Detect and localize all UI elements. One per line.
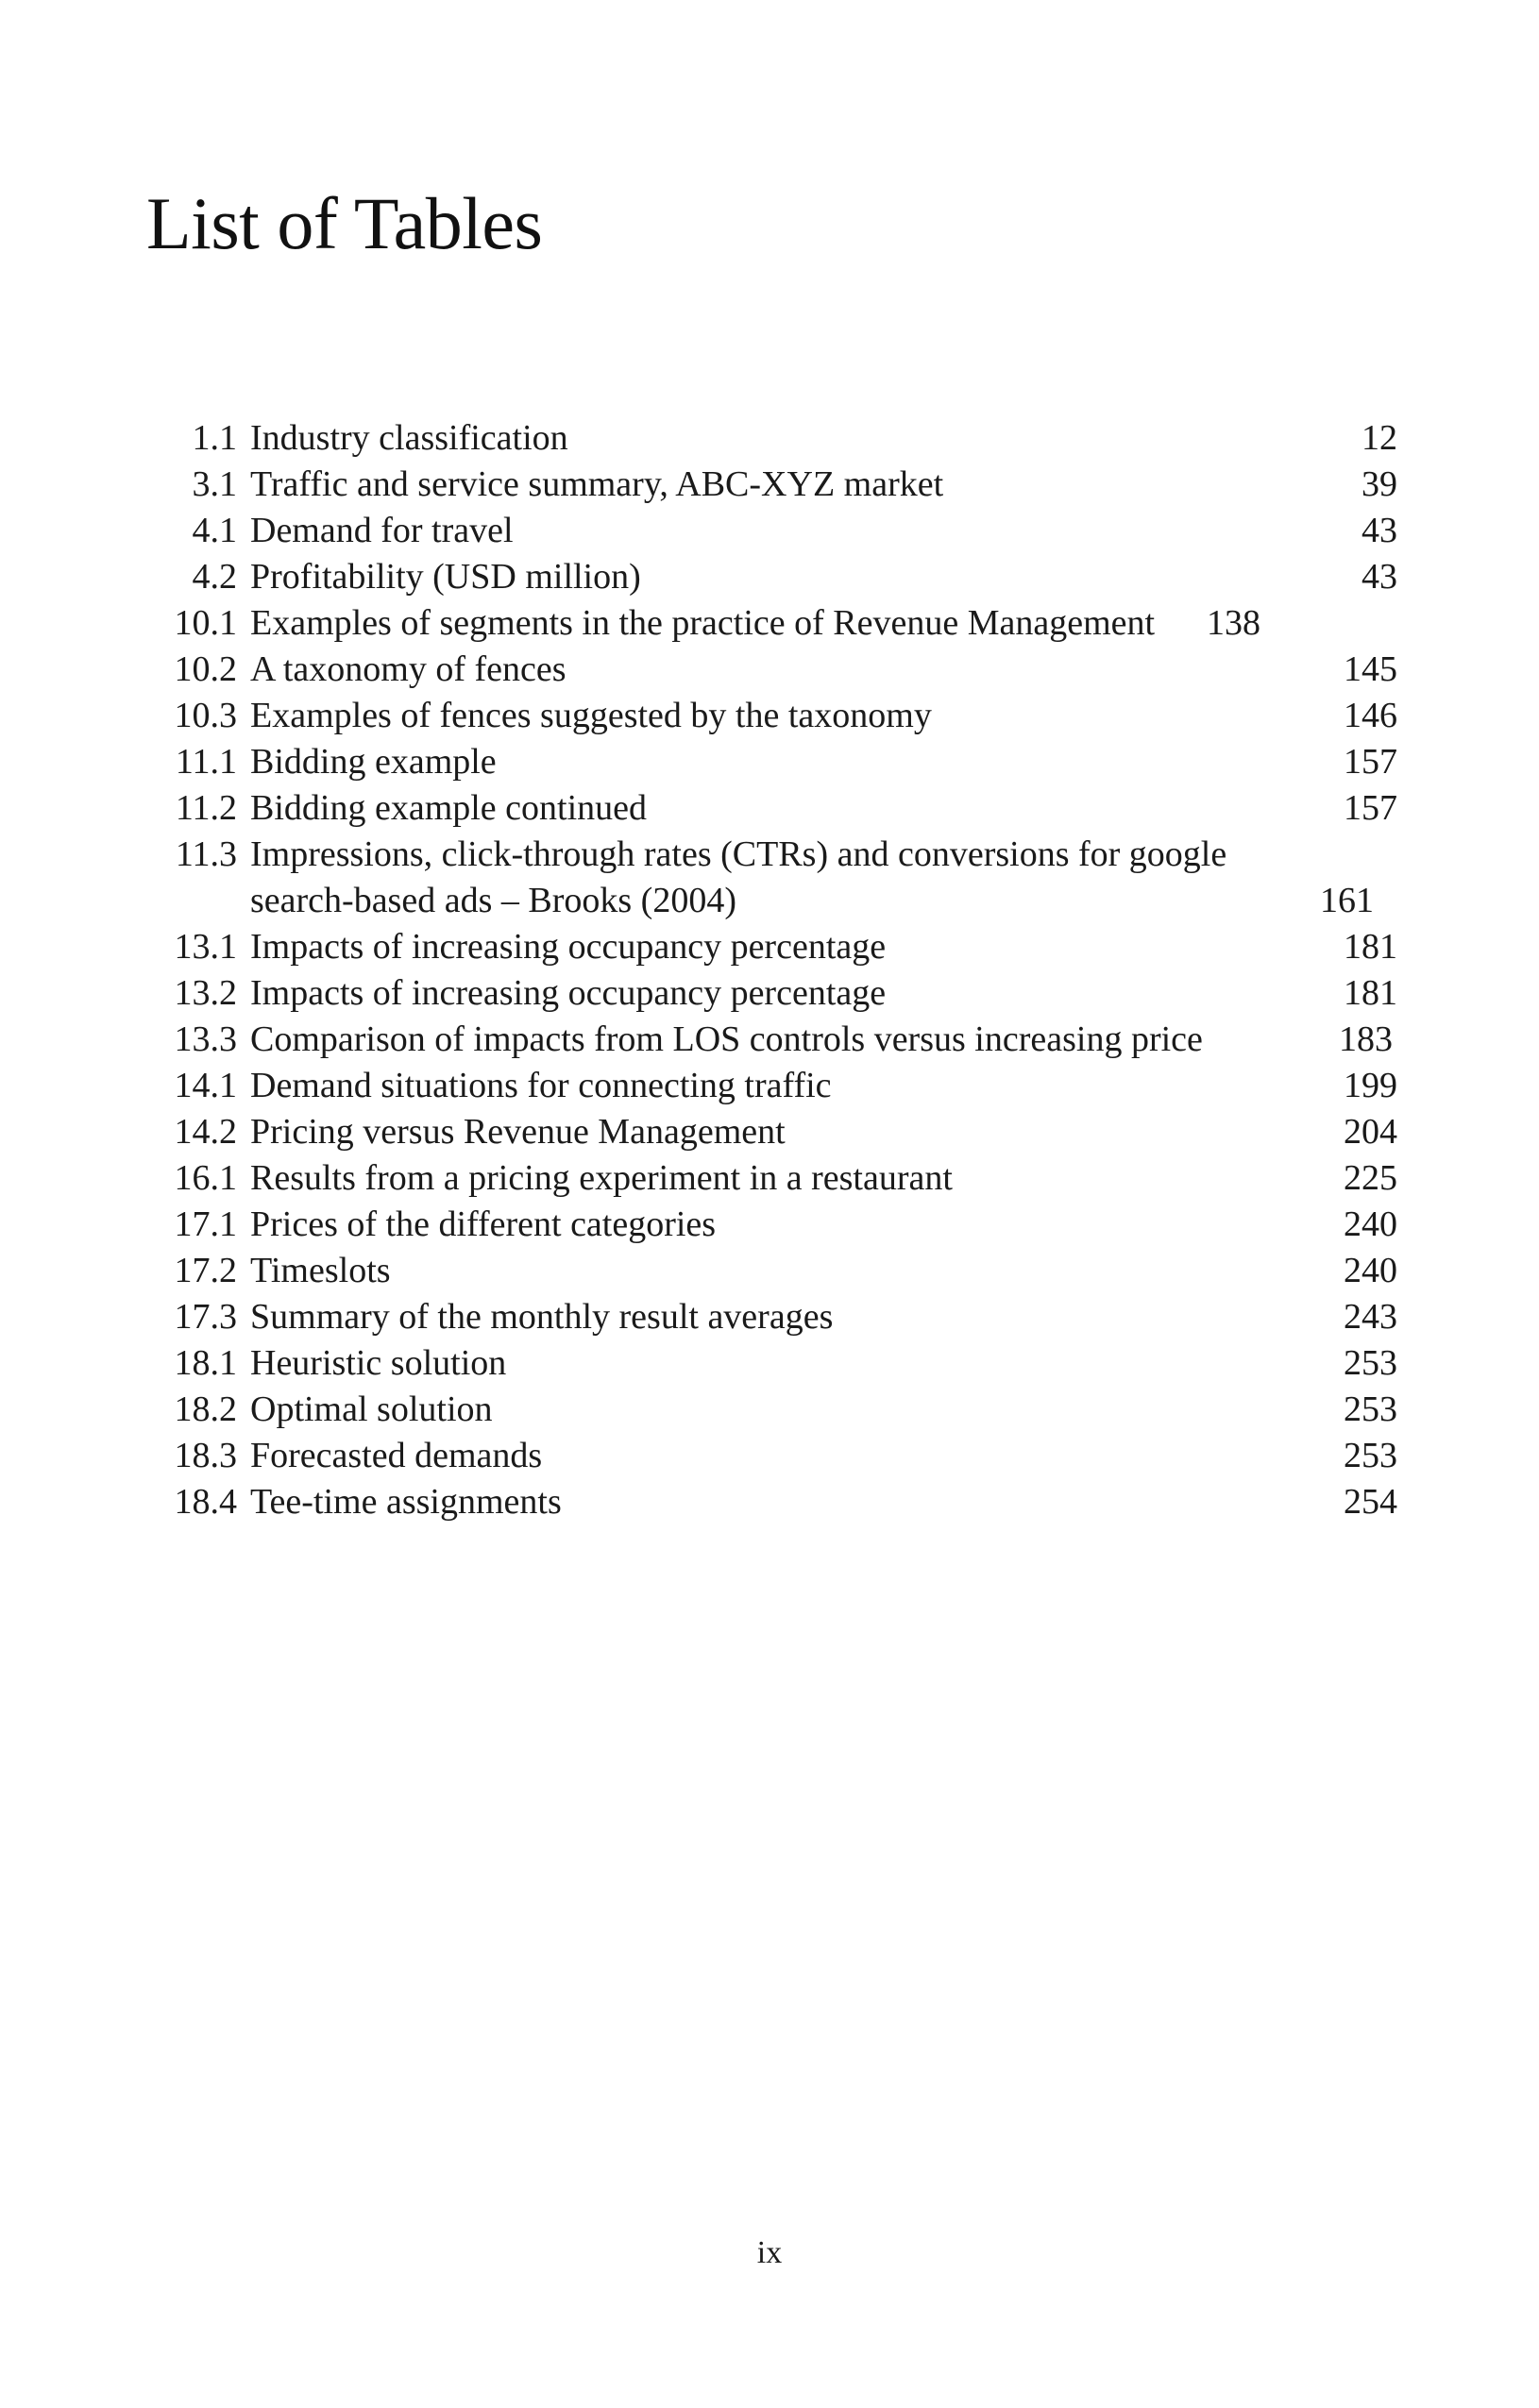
table-number: 14.2 [174,1112,237,1152]
page-number: 181 [1344,973,1397,1013]
toc-entry [146,832,1397,924]
page-number: 254 [1344,1482,1397,1522]
page-number: 181 [1344,927,1397,967]
table-title: Tee-time assignments [250,1482,562,1522]
table-number: 14.1 [174,1066,237,1105]
toc-entry [146,1340,1397,1387]
toc-entry [146,1155,1397,1202]
table-title: Bidding example continued [250,788,648,828]
table-title: Examples of fences suggested by the taxonomy [250,696,932,735]
page-number: 39 [1361,464,1397,504]
page-number: 204 [1344,1112,1397,1152]
table-number: 16.1 [174,1158,237,1198]
table-number: 3.1 [192,464,237,504]
toc-entry [146,1433,1397,1479]
table-title: Industry classification [250,418,568,458]
table-number: 17.1 [174,1204,237,1244]
page-number: 161 [1320,881,1374,920]
toc-entry [146,1294,1397,1340]
table-title: Examples of segments in the practice of Revenue Management [250,603,1156,643]
table-title: Heuristic solution [250,1343,507,1383]
table-number: 13.1 [174,927,237,967]
page-number: 253 [1344,1343,1397,1383]
page-number: 157 [1344,788,1397,828]
toc-entry [146,1063,1397,1109]
page-number: 12 [1361,418,1397,458]
table-number: 18.4 [174,1482,237,1522]
toc-entry [146,647,1397,693]
page-number: 240 [1344,1204,1397,1244]
table-title: Optimal solution [250,1389,493,1429]
page-number: 145 [1344,649,1397,689]
page-number: 253 [1344,1436,1397,1475]
table-number: 11.1 [175,742,237,782]
table-number: 17.3 [174,1297,237,1337]
toc-entry [146,554,1397,600]
list-of-tables [146,415,1397,1525]
table-title: Impacts of increasing occupancy percentage [250,973,887,1013]
page-number: 183 [1339,1019,1393,1059]
table-number: 18.3 [174,1436,237,1475]
table-title: Pricing versus Revenue Management [250,1112,786,1152]
table-number: 11.2 [175,788,237,828]
page-number: 146 [1344,696,1397,735]
table-title: Forecasted demands [250,1436,543,1475]
toc-entry [146,924,1397,970]
toc-entry [146,1387,1397,1433]
toc-entry [146,508,1397,554]
page-number: 240 [1344,1251,1397,1290]
page-number: 157 [1344,742,1397,782]
table-number: 1.1 [192,418,237,458]
toc-entry [146,739,1397,785]
table-number: 10.3 [174,696,237,735]
toc-entry [146,1109,1397,1155]
table-number: 4.2 [192,557,237,597]
table-number: 18.2 [174,1389,237,1429]
page-number: 243 [1344,1297,1397,1337]
table-title: Results from a pricing experiment in a restaurant [250,1158,953,1198]
page-folio: ix [756,2235,783,2270]
table-title: Summary of the monthly result averages [250,1297,834,1337]
table-title: Prices of the different categories [250,1204,717,1244]
table-title: Impressions, click-through rates (CTRs) and conversions for google search-based ads – Brooks (2004) [250,834,1227,920]
page-number: 43 [1361,557,1397,597]
toc-entry [146,600,1397,647]
page-number: 199 [1344,1066,1397,1105]
page-number: 225 [1344,1158,1397,1198]
toc-entry [146,1248,1397,1294]
table-title: A taxonomy of fences [250,649,567,689]
toc-entry [146,1017,1397,1063]
table-title: Demand for travel [250,511,514,550]
toc-entry [146,415,1397,462]
table-number: 18.1 [174,1343,237,1383]
table-number: 17.2 [174,1251,237,1290]
toc-entry [146,970,1397,1017]
table-number: 10.1 [174,603,237,643]
table-title: Traffic and service summary, ABC-XYZ market [250,464,944,504]
table-title: Profitability (USD million) [250,557,641,597]
page-number: 138 [1207,603,1260,643]
toc-entry [146,1479,1397,1525]
table-number: 4.1 [192,511,237,550]
table-title: Demand situations for connecting traffic [250,1066,832,1105]
table-number: 13.3 [174,1019,237,1059]
table-number: 11.3 [175,834,237,874]
table-title: Bidding example [250,742,497,782]
toc-entry [146,1202,1397,1248]
table-title: Impacts of increasing occupancy percentage [250,927,887,967]
table-title: Timeslots [250,1251,391,1290]
page-title: List of Tables [146,182,543,264]
table-number: 10.2 [174,649,237,689]
page-number: 253 [1344,1389,1397,1429]
toc-entry [146,785,1397,832]
toc-entry [146,693,1397,739]
page-number: 43 [1361,511,1397,550]
table-number: 13.2 [174,973,237,1013]
toc-entry [146,462,1397,508]
table-title: Comparison of impacts from LOS controls versus increasing price [250,1019,1203,1059]
